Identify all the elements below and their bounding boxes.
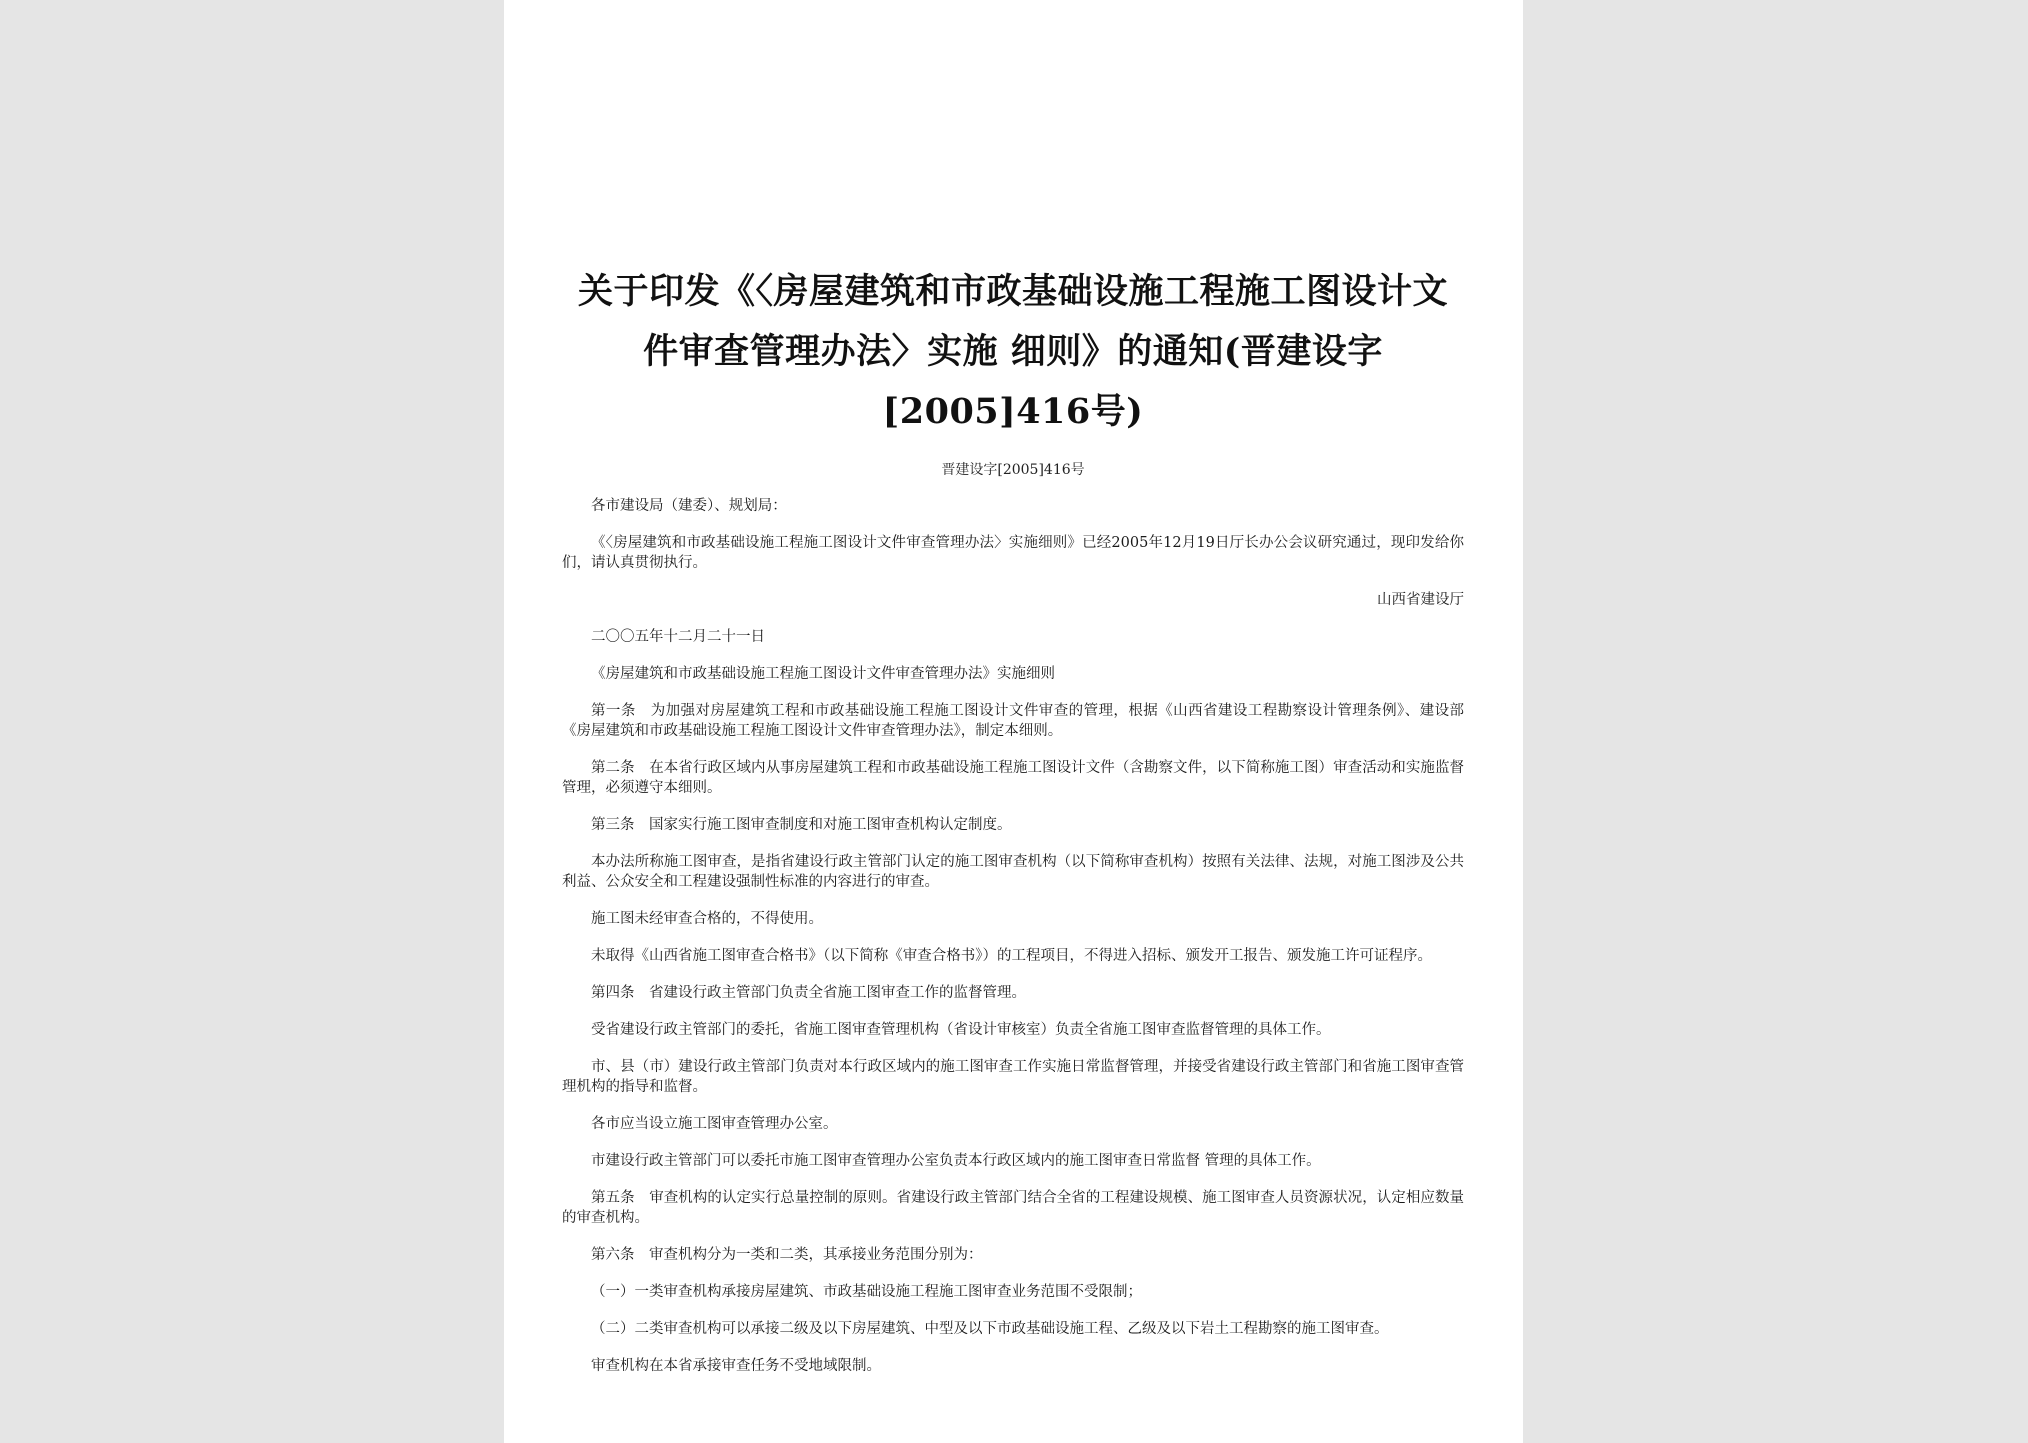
article-paragraph: 第二条 在本省行政区域内从事房屋建筑工程和市政基础设施工程施工图设计文件（含勘察文件，以下简称施工图）审查活动和实施监督管理，必须遵守本细则。 bbox=[562, 760, 1464, 796]
rules-heading: 《房屋建筑和市政基础设施工程施工图设计文件审查管理办法》实施细则 bbox=[591, 666, 1055, 682]
salutation: 各市建设局（建委）、规划局： bbox=[591, 498, 787, 514]
article-paragraph: 市建设行政主管部门可以委托市施工图审查管理办公室负责本行政区域内的施工图审查日常监督 管理的具体工作。 bbox=[591, 1153, 1321, 1169]
issue-date: 二〇〇五年十二月二十一日 bbox=[591, 629, 765, 645]
article-paragraph: （二）二类审查机构可以承接二级及以下房屋建筑、中型及以下市政基础设施工程、乙级及以下岩土工程勘察的施工图审查。 bbox=[591, 1321, 1389, 1337]
article-paragraph: 市、县（市）建设行政主管部门负责对本行政区域内的施工图审查工作实施日常监督管理，并接受省建设行政主管部门和省施工图审查管理机构的指导和监督。 bbox=[562, 1059, 1464, 1095]
notice-paragraph: 《〈房屋建筑和市政基础设施工程施工图设计文件审查管理办法〉实施细则》已经2005年12月19日厅长办公会议研究通过，现印发给你们，请认真贯彻执行。 bbox=[562, 535, 1464, 571]
article-paragraph: 第五条 审查机构的认定实行总量控制的原则。省建设行政主管部门结合全省的工程建设规模、施工图审查人员资源状况，认定相应数量的审查机构。 bbox=[562, 1190, 1464, 1226]
document-body bbox=[562, 496, 1464, 1376]
article-paragraph: 第三条 国家实行施工图审查制度和对施工图审查机构认定制度。 bbox=[591, 817, 1012, 833]
document-number: 晋建设字[2005]416号 bbox=[941, 462, 1085, 478]
document-page bbox=[504, 0, 1523, 1443]
article-paragraph: 未取得《山西省施工图审查合格书》（以下简称《审查合格书》）的工程项目，不得进入招标、颁发开工报告、颁发施工许可证程序。 bbox=[591, 948, 1432, 964]
article-paragraph: 受省建设行政主管部门的委托，省施工图审查管理机构（省设计审核室）负责全省施工图审查监督管理的具体工作。 bbox=[591, 1022, 1331, 1038]
issuer-signature: 山西省建设厅 bbox=[1377, 592, 1464, 608]
article-paragraph: 第六条 审查机构分为一类和二类，其承接业务范围分别为： bbox=[591, 1247, 983, 1263]
article-paragraph: 审查机构在本省承接审查任务不受地域限制。 bbox=[591, 1358, 881, 1374]
article-paragraph: 施工图未经审查合格的，不得使用。 bbox=[591, 911, 823, 927]
article-paragraph: （一）一类审查机构承接房屋建筑、市政基础设施工程施工图审查业务范围不受限制； bbox=[591, 1284, 1142, 1300]
article-paragraph: 本办法所称施工图审查，是指省建设行政主管部门认定的施工图审查机构（以下简称审查机构）按照有关法律、法规，对施工图涉及公共利益、公众安全和工程建设强制性标准的内容进行的审查。 bbox=[562, 854, 1464, 890]
article-paragraph: 第四条 省建设行政主管部门负责全省施工图审查工作的监督管理。 bbox=[591, 985, 1026, 1001]
article-paragraph: 各市应当设立施工图审查管理办公室。 bbox=[591, 1116, 838, 1132]
document-title: 关于印发《〈房屋建筑和市政基础设施工程施工图设计文件审查管理办法〉实施 细则》的通知(晋建设字[2005]416号) bbox=[577, 271, 1448, 432]
article-paragraph: 第一条 为加强对房屋建筑工程和市政基础设施工程施工图设计文件审查的管理，根据《山西省建设工程勘察设计管理条例》、建设部《房屋建筑和市政基础设施工程施工图设计文件审查管理办法》，制定本细则。 bbox=[562, 703, 1464, 739]
